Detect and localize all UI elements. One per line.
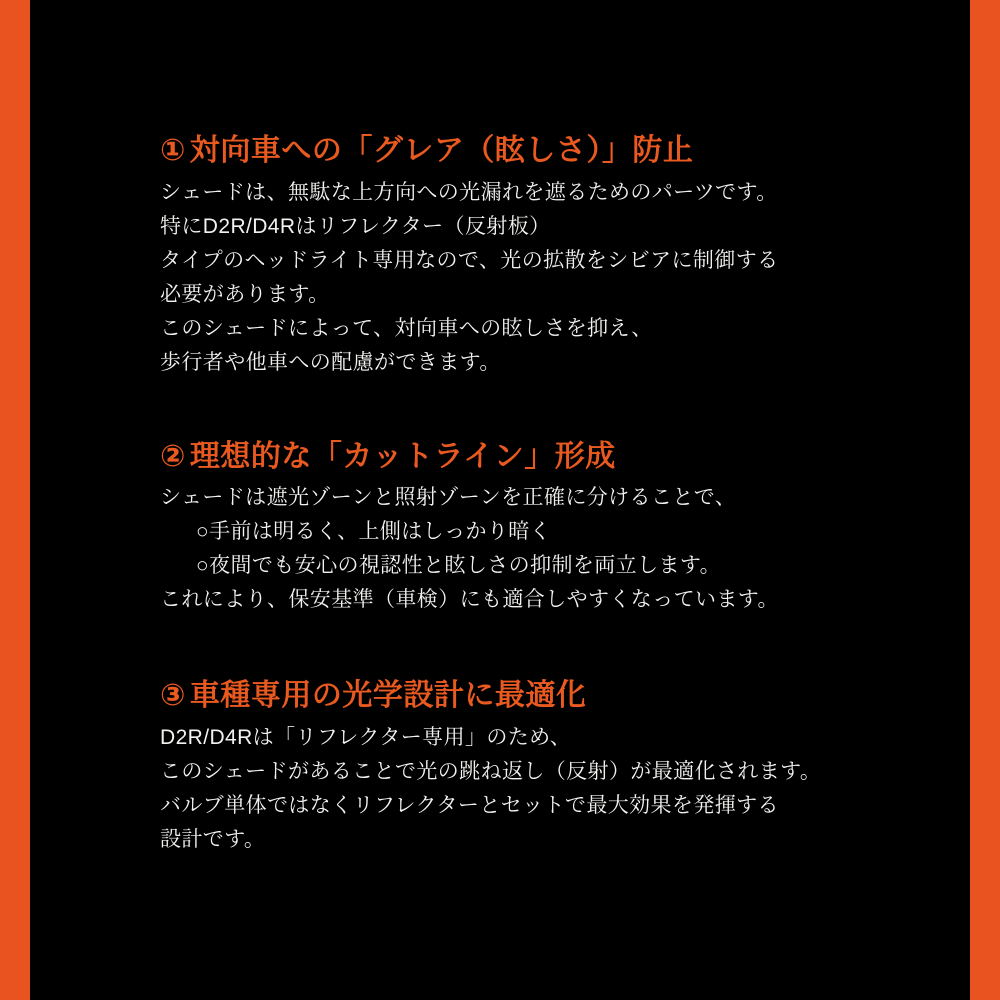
section-2-heading: [160, 438, 950, 476]
section-2-line-2: ○手前は明るく、上側はしっかり暗く: [196, 520, 552, 544]
section-3-line-2: このシェードがあることで光の跳ね返し（反射）が最適化されます。: [160, 759, 822, 783]
section-2-number: ②: [160, 439, 186, 473]
section-2-line-4: これにより、保安基準（車検）にも適合しやすくなっています。: [160, 588, 779, 612]
section-1-heading: [160, 132, 950, 170]
section-1-line-5: このシェードによって、対向車への眩しさを抑え、: [160, 316, 653, 340]
section-2: [160, 438, 950, 618]
section-3: [160, 677, 950, 857]
section-3-line-3: バルブ単体ではなくリフレクターとセットで最大効果を発揮する: [160, 793, 779, 817]
section-1: [160, 132, 950, 380]
section-1-line-1: シェードは、無駄な上方向への光漏れを遮るためのパーツです。: [160, 180, 778, 204]
section-1-line-6: 歩行者や他車への配慮ができます。: [160, 350, 501, 374]
section-1-line-3: タイプのヘッドライト専用なので、光の拡散をシビアに制御する: [160, 248, 779, 272]
section-3-number: ③: [160, 679, 186, 713]
section-3-title: 車種専用の光学設計に最適化: [189, 679, 587, 713]
section-2-line-3: ○夜間でも安心の視認性と眩しさの抑制を両立します。: [196, 554, 722, 578]
section-2-line-1: シェードは遮光ゾーンと照射ゾーンを正確に分けることで、: [160, 486, 737, 510]
section-3-heading: [160, 677, 950, 715]
section-2-title: 理想的な「カットライン」形成: [189, 439, 616, 473]
section-3-line-4: 設計です。: [160, 827, 266, 851]
section-1-line-2: 特にD2R/D4Rはリフレクター（反射板）: [160, 214, 551, 238]
section-1-title: 対向車への「グレア（眩しさ）」防止: [189, 134, 694, 167]
section-3-line-1: D2R/D4Rは「リフレクター専用」のため、: [160, 725, 572, 749]
section-1-number: ①: [160, 134, 186, 167]
section-1-line-4: 必要があります。: [160, 282, 330, 306]
poster-black-panel: [30, 0, 970, 1000]
poster-content: [160, 132, 950, 857]
